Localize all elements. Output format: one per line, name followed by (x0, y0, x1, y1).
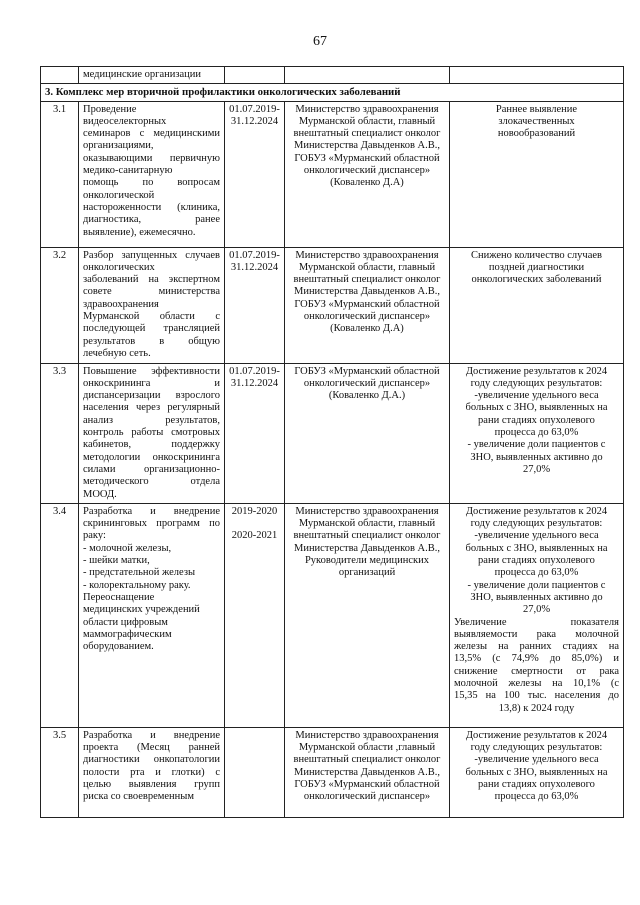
text-line: - молочной железы, (83, 542, 172, 554)
text-line: Руководители медицинских (304, 555, 430, 567)
cell-result (450, 247, 624, 363)
text-line: настороженности (клиника, (83, 201, 220, 213)
text-line: оборудованием. (83, 641, 154, 653)
table-row (41, 247, 624, 363)
text-line: МООД. (83, 488, 117, 500)
text-line: онкологический диспансер» (303, 311, 431, 323)
text-line: Министерства Давыденков А.В., (293, 542, 441, 554)
text-line: Разбор запущенных случаев (83, 249, 220, 261)
cell-desc: медицинские организации (79, 67, 225, 84)
text-line: - предстательной железы (83, 567, 196, 579)
text-line: Министерство здравоохранения (295, 505, 439, 517)
text-line: анализ результатов, (83, 414, 220, 426)
text-line: Достижение результатов к 2024 (465, 505, 608, 517)
text-line: ГОБУЗ «Мурманский областной (294, 298, 440, 310)
text-line: лечебную сеть. (83, 347, 151, 359)
cell-resp (285, 363, 450, 503)
text-line: заболеваний на экспертном (83, 274, 220, 286)
text-line: области цифровым (83, 616, 168, 628)
text-line: -увеличение удельного веса (474, 754, 599, 766)
cell-num: 3.2 (41, 247, 79, 363)
cell-resp (285, 101, 450, 247)
text-line: ГОБУЗ «Мурманский областной (294, 365, 440, 377)
table-row (41, 727, 624, 817)
text-line: - увеличение доли пациентов с (467, 579, 606, 591)
text-line: диспансеризации взрослого (83, 390, 220, 402)
text-line: 13,5% (с 74,9% до 85,0%) и (454, 653, 619, 665)
desc-cancer-list (83, 543, 220, 592)
text-line: Достижение результатов к 2024 (465, 365, 608, 377)
text-line: выявление), ежемесячно. (83, 226, 196, 238)
cell-num: 3.5 (41, 727, 79, 817)
cell-date (225, 503, 285, 727)
cell-result (450, 727, 624, 817)
continuation-row (41, 67, 624, 84)
text-line: семинаров с медицинскими (83, 128, 220, 140)
cell-num: 3.4 (41, 503, 79, 727)
cell-desc (79, 727, 225, 817)
text-line: Министерства Давыденков А.В., (293, 766, 441, 778)
text-line: онкологический диспансер» (303, 791, 431, 803)
text-line: - шейки матки, (83, 555, 150, 567)
text-line: 31.12.2024 (230, 377, 279, 389)
text-line: Разработка и внедрение (83, 729, 220, 741)
text-line: Раннее выявление (495, 103, 578, 115)
text-line: Мурманской области, главный (298, 115, 436, 127)
desc-equipment (83, 592, 220, 653)
result-main (454, 506, 619, 617)
text-line: больных с ЗНО, выявленных на (465, 542, 608, 554)
text-line: силами организационно- (83, 463, 220, 475)
text-line: 13,8) к 2024 году (498, 702, 575, 714)
text-line: году следующих результатов: (470, 518, 603, 530)
text-line: результатов в общую (83, 335, 220, 347)
date-line: 2019-2020 (231, 505, 278, 517)
text-line: медико-санитарную (83, 165, 173, 177)
text-line: организациями, (83, 140, 154, 152)
cell-resp (285, 247, 450, 363)
text-line: риска со своевременным (83, 791, 194, 803)
text-line: населения через регулярный (83, 402, 220, 414)
text-line: ГОБУЗ «Мурманский областной (294, 152, 440, 164)
cell-resp (285, 67, 450, 84)
text-line: оказывающими первичную (83, 152, 220, 164)
text-line: скрининговых программ по (83, 518, 220, 530)
cell-result (450, 363, 624, 503)
text-line: 01.07.2019- (229, 249, 280, 261)
text-line: году следующих результатов: (470, 377, 603, 389)
text-line: (Коваленко Д.А) (330, 323, 404, 335)
text-line: онкологических (83, 261, 155, 273)
text-line: 15,35 на 100 тыс. населения до (454, 690, 619, 702)
text-line: Переоснащение (83, 591, 155, 603)
text-line: ГОБУЗ «Мурманский областной (294, 779, 440, 791)
text-line: Министерства Давыденков А.В., (293, 140, 441, 152)
text-line: полости рта и глотки) с (83, 766, 220, 778)
text-line: Мурманской области ,главный (298, 742, 436, 754)
text-line: медицинских учреждений (83, 604, 200, 616)
text-line: контроль работы смотровых (83, 427, 220, 439)
text-line: внештатный специалист онколог (293, 128, 441, 140)
text-line: проекта (Месяц ранней (83, 742, 220, 754)
text-line: больных с ЗНО, выявленных на (465, 766, 608, 778)
desc-intro (83, 506, 220, 543)
text-line: процесса до 63,0% (494, 427, 579, 439)
cell-desc (79, 101, 225, 247)
text-line: - увеличение доли пациентов с (467, 439, 606, 451)
text-line: рани стадиях опухолевого (478, 779, 595, 791)
page-number: 67 (313, 34, 327, 49)
measures-table (40, 66, 624, 818)
text-line: помощь по вопросам (83, 177, 220, 189)
text-line: 01.07.2019- (229, 103, 280, 115)
table-row (41, 363, 624, 503)
text-line: Министерство здравоохранения (295, 249, 439, 261)
text-line: молочной железы на 10,1% (с (454, 678, 619, 690)
text-line: организаций (338, 567, 396, 579)
text-line: ЗНО, выявленных активно до (470, 591, 603, 603)
text-line: железы на ранних стадиях на (454, 641, 619, 653)
text-line: - колоректальному раку. (83, 579, 191, 591)
text-line: -увеличение удельного веса (474, 390, 599, 402)
text-line: Разработка и внедрение (83, 505, 220, 517)
text-line: Проведение (83, 103, 137, 115)
text-line: 31.12.2024 (230, 115, 279, 127)
table-row (41, 503, 624, 727)
text-line: 27,0% (522, 604, 551, 616)
cell-result (450, 503, 624, 727)
text-line: Мурманской области с (83, 311, 220, 323)
text-line: (Коваленко Д.А.) (328, 390, 406, 402)
text-line: злокачественных (498, 115, 575, 127)
text-line: выявляемости рака молочной (454, 628, 619, 640)
text-line: здравоохранения (83, 298, 159, 310)
text-line: раку: (83, 530, 106, 542)
cell-desc (79, 247, 225, 363)
table-row (41, 101, 624, 247)
cell-desc (79, 503, 225, 727)
text-line: 27,0% (522, 463, 551, 475)
text-line: онкологических заболеваний (471, 274, 602, 286)
text-line: больных с ЗНО, выявленных на (465, 402, 608, 414)
text-line: Министерства Давыденков А.В., (293, 286, 441, 298)
text-line: рани стадиях опухолевого (478, 414, 595, 426)
cell-num: 3.3 (41, 363, 79, 503)
text-line: онкоскрининга и (83, 377, 220, 389)
cell-date (225, 363, 285, 503)
text-line: (Коваленко Д.А) (330, 177, 404, 189)
cell-date (225, 727, 285, 817)
text-line: диагностика, ранее (83, 214, 220, 226)
text-line: целью выявления групп (83, 779, 220, 791)
text-line: Достижение результатов к 2024 (465, 729, 608, 741)
text-line: внештатный специалист онколог (293, 274, 441, 286)
text-line: онкологический диспансер» (303, 377, 431, 389)
cell-desc (79, 363, 225, 503)
text-line: онкологический диспансер» (303, 165, 431, 177)
cell-date (225, 247, 285, 363)
text-line: -увеличение удельного веса (474, 530, 599, 542)
text-line: Министерство здравоохранения (295, 103, 439, 115)
text-line: ЗНО, выявленных активно до (470, 451, 603, 463)
text-line: внештатный специалист онколог (293, 754, 441, 766)
text-line: поздней диагностики (488, 261, 585, 273)
text-line: рани стадиях опухолевого (478, 555, 595, 567)
text-line: видеоселекторных (83, 115, 167, 127)
text-line: последующей трансляцией (83, 323, 220, 335)
cell-result (450, 67, 624, 84)
text-line: процесса до 63,0% (494, 791, 579, 803)
text-line: году следующих результатов: (470, 742, 603, 754)
text-line: внештатный специалист онколог (293, 530, 441, 542)
result-breast-cancer (454, 617, 619, 715)
section-header-row (41, 84, 624, 101)
cell-resp (285, 503, 450, 727)
cell-date (225, 67, 285, 84)
text-line: 01.07.2019- (229, 365, 280, 377)
cell-num (41, 67, 79, 84)
text-line: онкологической (83, 189, 155, 201)
text-line: снижение смертности от рака (454, 665, 619, 677)
text-line: Повышение эффективности (83, 365, 220, 377)
text-line: Мурманской области, главный (298, 261, 436, 273)
text-line: методического отдела (83, 476, 220, 488)
date-line: 2020-2021 (231, 530, 278, 542)
text-line: маммографическим (83, 628, 172, 640)
section-title: 3. Комплекс мер вторичной профилактики онкологических заболеваний (41, 84, 624, 101)
text-line: кабинетов, поддержку (83, 439, 220, 451)
text-line: Мурманской области, главный (298, 518, 436, 530)
text-line: 31.12.2024 (230, 261, 279, 273)
text-line: Министерство здравоохранения (295, 729, 439, 741)
text-line: диагностики онкопатологии (83, 754, 220, 766)
cell-num: 3.1 (41, 101, 79, 247)
text-line: Снижено количество случаев (471, 249, 602, 261)
cell-result (450, 101, 624, 247)
cell-resp (285, 727, 450, 817)
text-line: совете министерства (83, 286, 220, 298)
text-line: Увеличение показателя (454, 616, 619, 628)
text-line: процесса до 63,0% (494, 567, 579, 579)
text-line: методологии онкоскрининга (83, 451, 220, 463)
text-line: новообразований (497, 128, 576, 140)
cell-date (225, 101, 285, 247)
